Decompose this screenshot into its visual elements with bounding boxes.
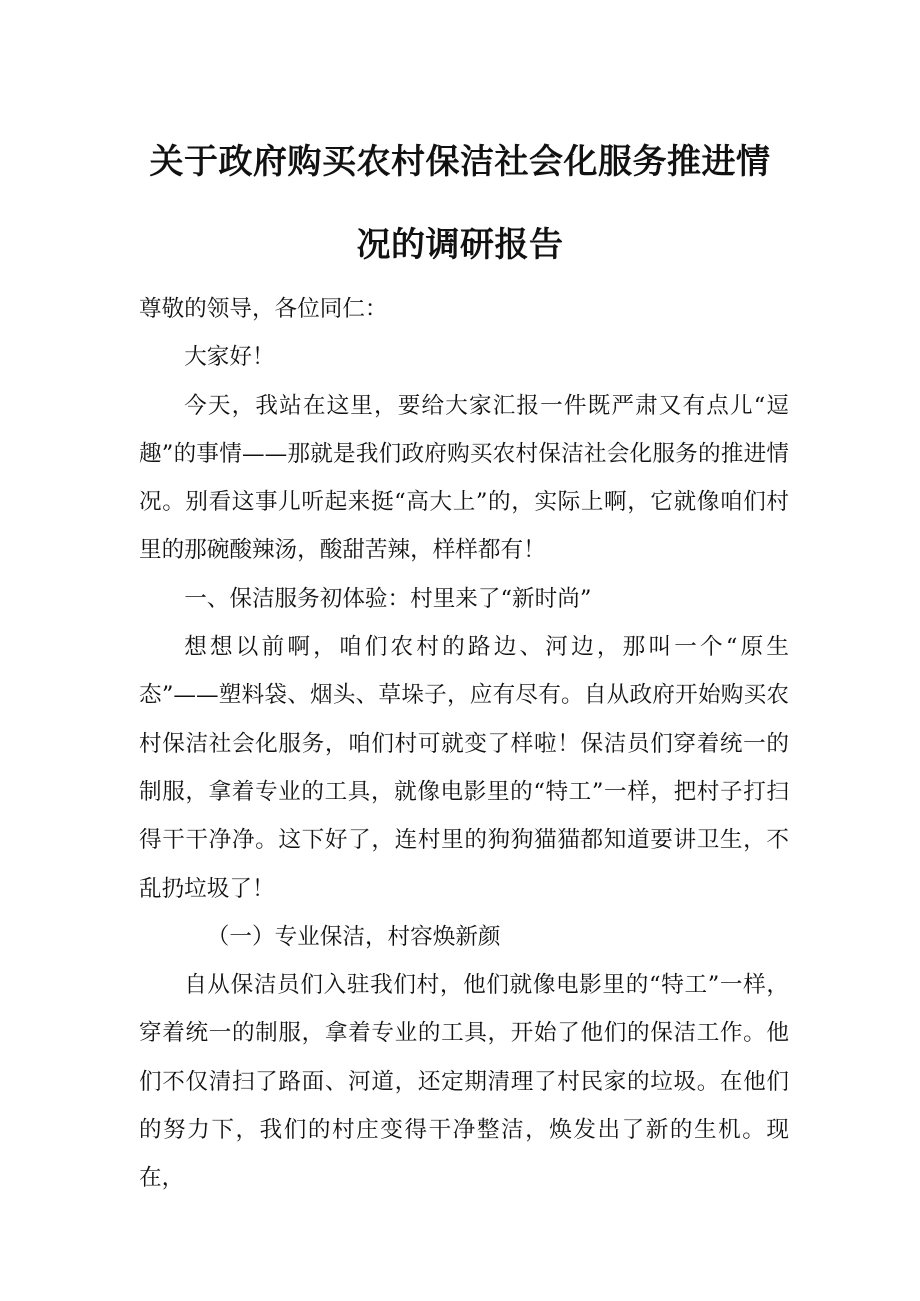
subsection-heading-1: （一）专业保洁，村容焕新颜 (206, 923, 501, 950)
salutation: 尊敬的领导，各位同仁： (139, 296, 388, 322)
intro-paragraph: 今天，我站在这里，要给大家汇报一件既严肃又有点儿“逗趣”的事情——那就是我们政府购买农村保洁社会化服务的推进情况。别看这事儿听起来挺“高大上”的，实际上啊，它就像咱们村里的那碗酸辣汤，酸甜苦辣，样样都有！ (139, 392, 789, 564)
section-heading-1: 一、保洁服务初体验：村里来了“新时尚” (184, 585, 592, 612)
greeting: 大家好！ (184, 344, 275, 371)
document-body (139, 285, 789, 1203)
title-line-1: 关于政府购买农村保洁社会化服务推进情 (149, 142, 771, 182)
subsection-1-paragraph: 自从保洁员们入驻我们村，他们就像电影里的“特工”一样，穿着统一的制服，拿着专业的工具，开始了他们的保洁工作。他们不仅清扫了路面、河道，还定期清理了村民家的垃圾。在他们的努力下，我们的村庄变得干净整洁，焕发出了新的生机。现在， (139, 972, 789, 1192)
title-line-2: 况的调研报告 (356, 225, 564, 265)
section-1-paragraph: 想想以前啊，咱们农村的路边、河边，那叫一个“原生态”——塑料袋、烟头、草垛子，应有尽有。自从政府开始购买农村保洁社会化服务，咱们村可就变了样啦！保洁员们穿着统一的制服，拿着专业的工具，就像电影里的“特工”一样，把村子打扫得干干净净。这下好了，连村里的狗狗猫猫都知道要讲卫生，不乱扔垃圾了！ (139, 634, 789, 902)
